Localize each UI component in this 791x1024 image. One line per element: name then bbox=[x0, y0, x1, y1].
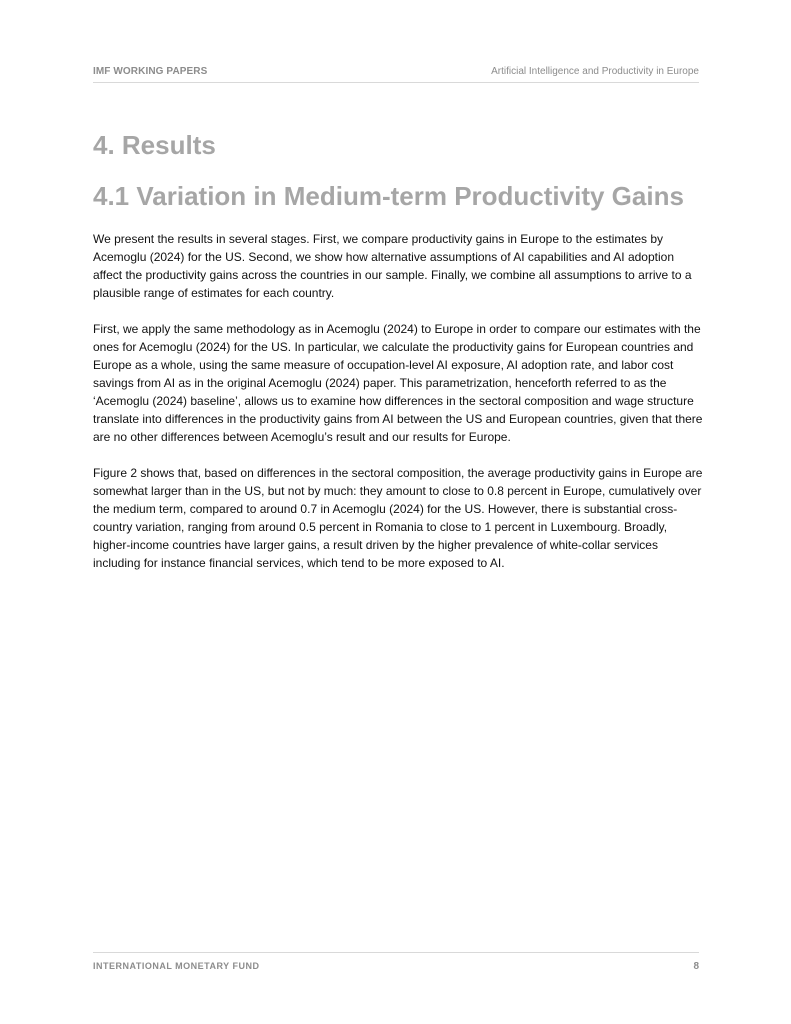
body-text bbox=[93, 230, 705, 590]
page-number: 8 bbox=[693, 961, 699, 972]
paragraph-3: Figure 2 shows that, based on differences in the sectoral composition, the average productivity gains in Europe are somewhat larger than in the US, but not by much: they amount to close to 0.8 percent in Europe, cumulatively over the medium term, compared to around 0.7 in Acemoglu (2024) for the US. However, there is substantial cross-country variation, ranging from around 0.5 percent in Romania to close to 1 percent in Luxembourg. Broadly, higher-income countries have larger gains, a result driven by the higher prevalence of white-collar services including for instance financial services, which tend to be more exposed to AI. bbox=[93, 466, 703, 570]
subsection-title: 4.1 Variation in Medium-term Productivity Gains bbox=[93, 181, 684, 211]
section-title: 4. Results bbox=[93, 130, 216, 160]
running-footer bbox=[93, 952, 699, 977]
paragraph-2: First, we apply the same methodology as in Acemoglu (2024) to Europe in order to compare our estimates with the ones for Acemoglu (2024) for the US. In particular, we calculate the productivity gains for European countries and Europe as a whole, using the same measure of occupation-level AI exposure, AI adoption rate, and labor cost savings from AI as in the original Acemoglu (2024) paper. This parametrization, henceforth referred to as the ‘Acemoglu (2024) baseline’, allows us to examine how differences in the sectoral composition and wage structure translate into differences in the productivity gains from AI between the US and European countries, given that there are no other differences between Acemoglu’s result and our results for Europe. bbox=[93, 322, 703, 444]
header-series-title: IMF WORKING PAPERS bbox=[93, 66, 208, 77]
footer-organization: INTERNATIONAL MONETARY FUND bbox=[93, 961, 260, 971]
paragraph-1: We present the results in several stages. First, we compare productivity gains in Europe to the estimates by Acemoglu (2024) for the US. Second, we show how alternative assumptions of AI capabilities and AI adoption affect the productivity gains across the countries in our sample. Finally, we combine all assumptions to arrive to a plausible range of estimates for each country. bbox=[93, 232, 692, 300]
running-header bbox=[93, 64, 699, 83]
header-paper-title: Artificial Intelligence and Productivity in Europe bbox=[491, 66, 699, 77]
